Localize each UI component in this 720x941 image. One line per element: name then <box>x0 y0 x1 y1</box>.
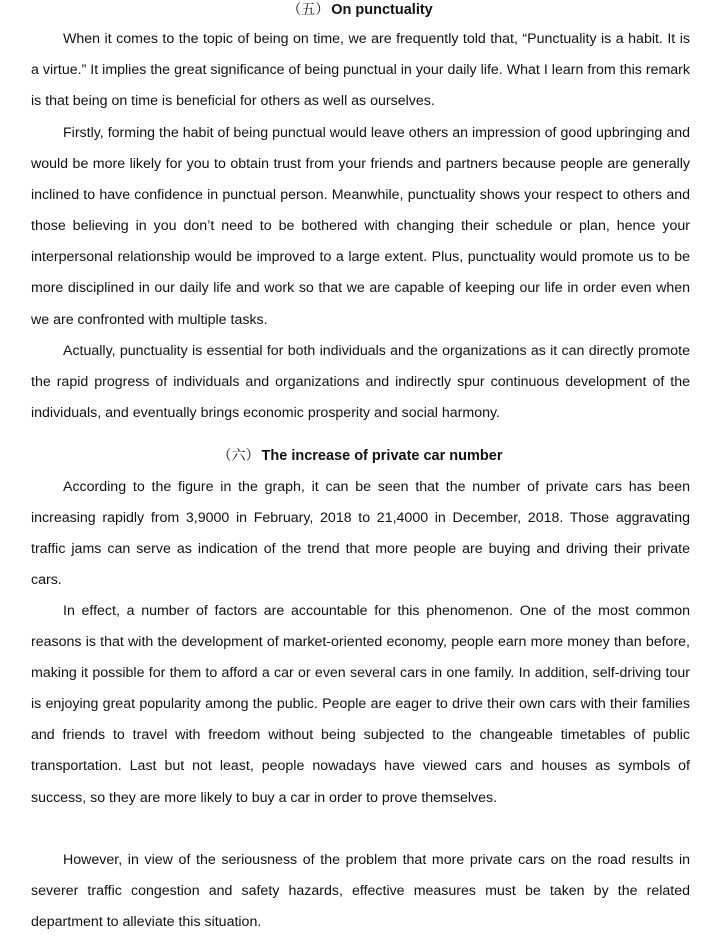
paragraph: Firstly, forming the habit of being punctual would leave others an impression of good upbringing and would be more likely for you to obtain trust from your friends and partners because people are generally inclined to have confidence in punctual person. Meanwhile, punctuality shows your respect to others and those believing in you don’t need to be bothered with changing their schedule or plan, hence your interpersonal relationship would be improved to a large extent. Plus, punctuality would promote us to be more disciplined in our daily life and work so that we are capable of keeping our life in order even when we are confronted with multiple tasks. <box>31 125 690 328</box>
section-title: On punctuality <box>331 2 433 18</box>
section-number: （六） <box>217 448 260 464</box>
paragraph: When it comes to the topic of being on time, we are frequently told that, “Punctuality is a habit. It is a virtue.” It implies the great significance of being punctual in your daily life. What I learn from this remark is that being on time is beneficial for others as well as ourselves. <box>31 31 690 110</box>
section-number: （五） <box>287 2 330 18</box>
section-title: The increase of private car number <box>261 448 503 464</box>
section-heading-private-cars <box>0 446 720 466</box>
paragraph: In effect, a number of factors are accountable for this phenomenon. One of the most common reasons is that with the development of market-oriented economy, people earn more money than before, making it possible for them to afford a car or even several cars in one family. In addition, self-driving tour is enjoying great popularity among the public. People are eager to drive their own cars with their families and friends to travel with freedom without being subjected to the changeable timetables of public transportation. Last but not least, people nowadays have viewed cars and houses as symbols of success, so they are more likely to buy a car in order to prove themselves. <box>31 603 690 806</box>
paragraph: According to the figure in the graph, it can be seen that the number of private cars has been increasing rapidly from 3,9000 in February, 2018 to 21,4000 in December, 2018. Those aggravating traffic jams can serve as indication of the trend that more people are buying and driving their private cars. <box>31 479 690 589</box>
section-heading-punctuality <box>0 0 720 20</box>
paragraph: However, in view of the seriousness of the problem that more private cars on the road results in severer traffic congestion and safety hazards, effective measures must be taken by the related department to alleviate this situation. <box>31 852 690 931</box>
paragraph: Actually, punctuality is essential for both individuals and the organizations as it can directly promote the rapid progress of individuals and organizations and indirectly spur continuous development of the individuals, and eventually brings economic prosperity and social harmony. <box>31 343 690 422</box>
